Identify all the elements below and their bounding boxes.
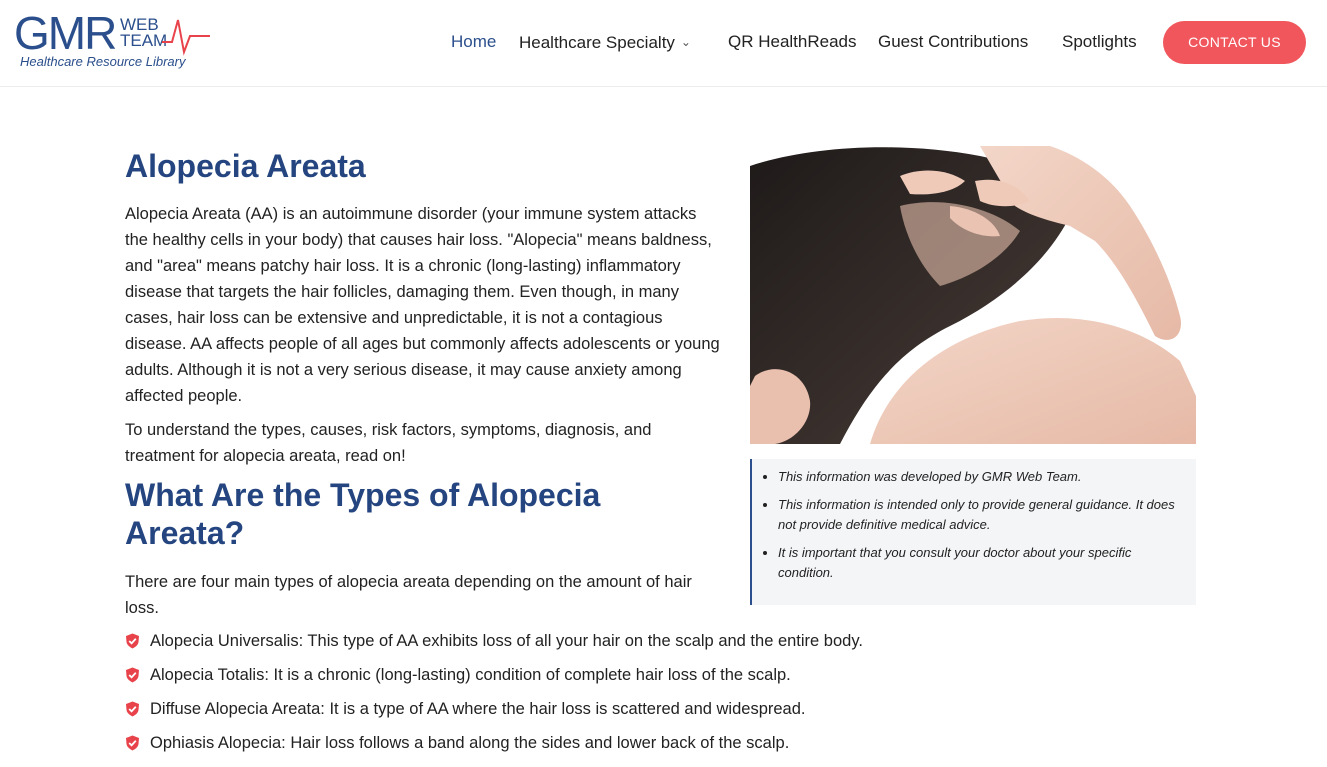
hair-loss-photo [750, 146, 1196, 444]
types-intro-paragraph: There are four main types of alopecia areata depending on the amount of hair loss. [125, 573, 692, 617]
types-list [125, 629, 1125, 765]
list-item-text: Diffuse Alopecia Areata: It is a type of AA where the hair loss is scattered and widespread. [150, 700, 806, 718]
list-item-text: Alopecia Universalis: This type of AA exhibits loss of all your hair on the scalp and the entire body. [150, 632, 863, 650]
shield-check-icon [125, 633, 140, 649]
disclaimer-item: • It is important that you consult your doctor about your specific condition. [778, 543, 1186, 583]
disclaimer-item: • This information is intended only to provide general guidance. It does not provide definitive medical advice. [778, 495, 1186, 535]
logo-tagline: Healthcare Resource Library [20, 54, 186, 69]
list-item [125, 663, 1125, 697]
logo-team-text: TEAM [120, 31, 168, 50]
list-item-text: Alopecia Totalis: It is a chronic (long-lasting) condition of complete hair loss of the scalp. [150, 666, 791, 684]
chevron-down-icon: ⌄ [680, 35, 691, 49]
site-logo[interactable] [14, 7, 214, 72]
nav-qr-healthreads[interactable]: QR HealthReads [728, 32, 857, 51]
nav-home[interactable]: Home [451, 32, 497, 51]
list-item-text: Ophiasis Alopecia: Hair loss follows a band along the sides and lower back of the scalp. [150, 734, 790, 752]
types-heading: What Are the Types of Alopecia Areata? [125, 477, 601, 551]
nav-spotlights[interactable]: Spotlights [1062, 32, 1137, 51]
intro-paragraph: Alopecia Areata (AA) is an autoimmune disorder (your immune system attacks the healthy cells in your body) that causes hair loss. "Alopecia" means baldness, and "area" means patchy hair loss. It is a chronic (long-lasting) inflammatory disease that targets the hair follicles, damaging them. Even though, in many cases, hair loss can be extensive and unpredictable, it is not a contagious disease. AA affects people of all ages but commonly affects adolescents or young adults. Although it is not a very serious disease, it may cause anxiety among affected people. [125, 205, 720, 405]
nav-healthcare-specialty-label: Healthcare Specialty [519, 33, 675, 52]
shield-check-icon [125, 735, 140, 751]
logo-gmr-text: GMR [14, 7, 116, 59]
shield-check-icon [125, 701, 140, 717]
nav-healthcare-specialty[interactable] [519, 30, 691, 55]
list-item [125, 731, 1125, 765]
read-on-paragraph: To understand the types, causes, risk factors, symptoms, diagnosis, and treatment for alopecia areata, read on! [125, 421, 652, 465]
heartbeat-icon [162, 14, 210, 56]
logo-web-text: WEB [120, 15, 159, 34]
info-disclaimer-box [750, 459, 1196, 605]
list-item [125, 697, 1125, 731]
disclaimer-item: • This information was developed by GMR Web Team. [778, 467, 1186, 487]
list-item [125, 629, 1125, 663]
nav-guest-contributions[interactable]: Guest Contributions [878, 32, 1029, 51]
shield-check-icon [125, 667, 140, 683]
hair-loss-illustration [750, 146, 1196, 444]
site-header [0, 0, 1327, 87]
contact-us-button[interactable]: CONTACT US [1163, 21, 1306, 64]
disclaimer-list [752, 459, 1196, 583]
page-title: Alopecia Areata [125, 148, 366, 184]
